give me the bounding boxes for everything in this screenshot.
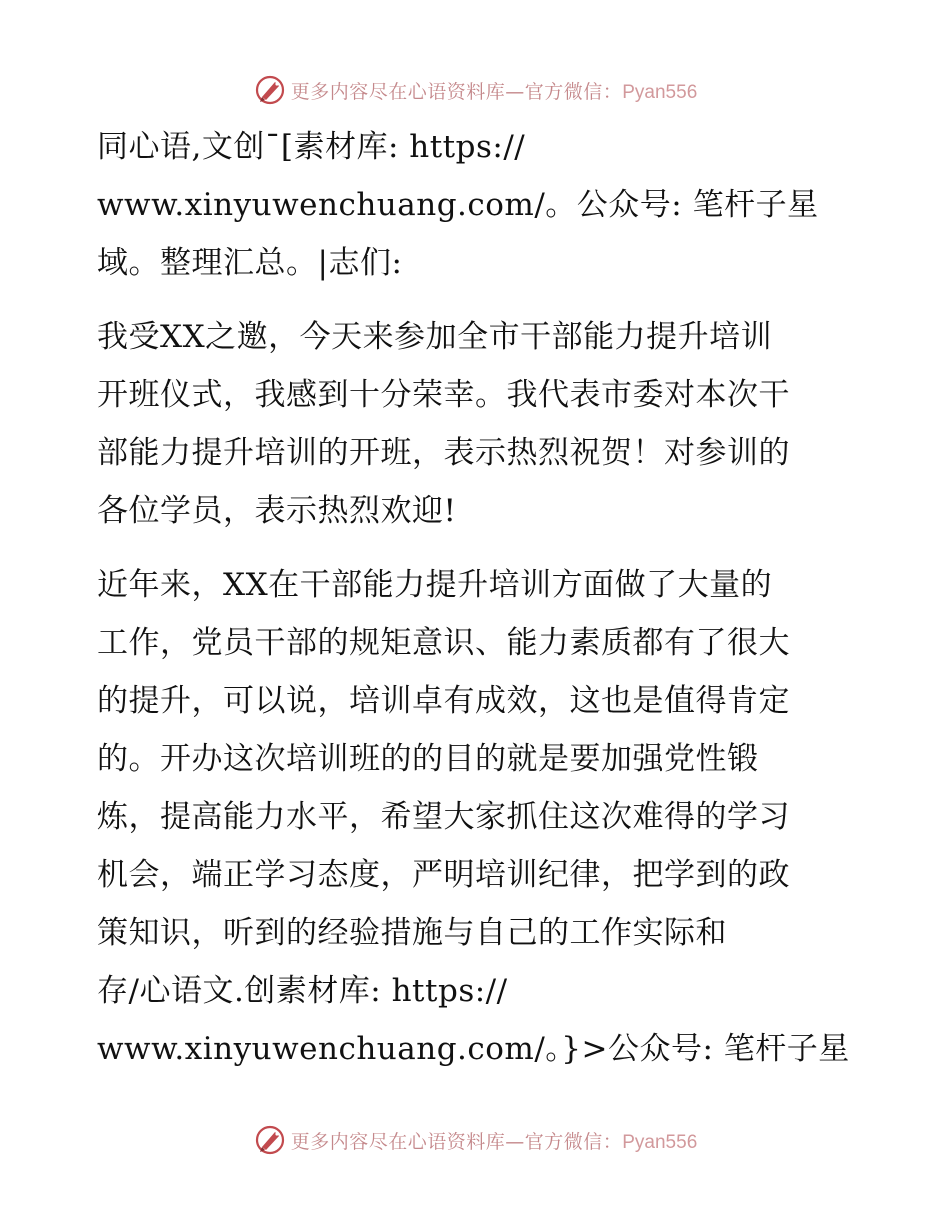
pen-logo-icon: [253, 1123, 287, 1157]
text-line: 开班仪式，我感到十分荣幸。我代表市委对本次干: [97, 377, 790, 413]
header-slogan: 更多内容尽在心语资料库: [290, 80, 506, 103]
text-line: 炼，提高能力水平，希望大家抓住这次难得的学习: [97, 799, 790, 835]
footer-slogan: 更多内容尽在心语资料库: [290, 1130, 506, 1153]
pen-logo-icon: [253, 73, 287, 107]
paragraph-gap: [97, 292, 857, 308]
footer-banner: [0, 1120, 950, 1160]
text-line: 机会，端正学习态度，严明培训纪律，把学到的政: [97, 857, 790, 893]
text-line: 各位学员，表示热烈欢迎!: [97, 493, 457, 529]
paragraph-1: [97, 118, 857, 292]
footer-wechat-label: 官方微信：: [524, 1130, 623, 1153]
text-line: 部能力提升培训的开班，表示热烈祝贺！对参训的: [97, 435, 790, 471]
text-line: 的提升，可以说，培训卓有成效，这也是值得肯定: [97, 683, 790, 719]
header-wechat-id: Pyan556: [622, 81, 698, 103]
text-line: 域。整理汇总。|志们:: [97, 245, 403, 281]
text-line: 同心语,文创¯[素材库: https://: [97, 129, 526, 165]
footer-wechat-id: Pyan556: [622, 1131, 698, 1153]
paragraph-3: [97, 556, 857, 1078]
document-body: [97, 118, 857, 1078]
text-line: 工作，党员干部的规矩意识、能力素质都有了很大: [97, 625, 790, 661]
header-wechat-label: 官方微信：: [524, 80, 623, 103]
text-line: 的。开办这次培训班的的目的就是要加强党性锻: [97, 741, 759, 777]
paragraph-2: [97, 308, 857, 540]
text-line: 我受XX之邀，今天来参加全市干部能力提升培训: [97, 319, 773, 355]
footer-banner-text: [291, 1127, 698, 1154]
text-line: 策知识，听到的经验措施与自己的工作实际和: [97, 915, 727, 951]
text-line: 存/心语文.创素材库: https://: [97, 973, 508, 1009]
header-banner-text: [291, 77, 698, 104]
paragraph-gap: [97, 540, 857, 556]
header-banner: [0, 70, 950, 110]
text-line: www.xinyuwenchuang.com/。}>公众号: 笔杆子星: [97, 1031, 850, 1067]
header-separator: —: [505, 80, 525, 103]
text-line: www.xinyuwenchuang.com/。公众号: 笔杆子星: [97, 187, 819, 223]
footer-separator: —: [505, 1130, 525, 1153]
text-line: 近年来，XX在干部能力提升培训方面做了大量的: [97, 567, 773, 603]
